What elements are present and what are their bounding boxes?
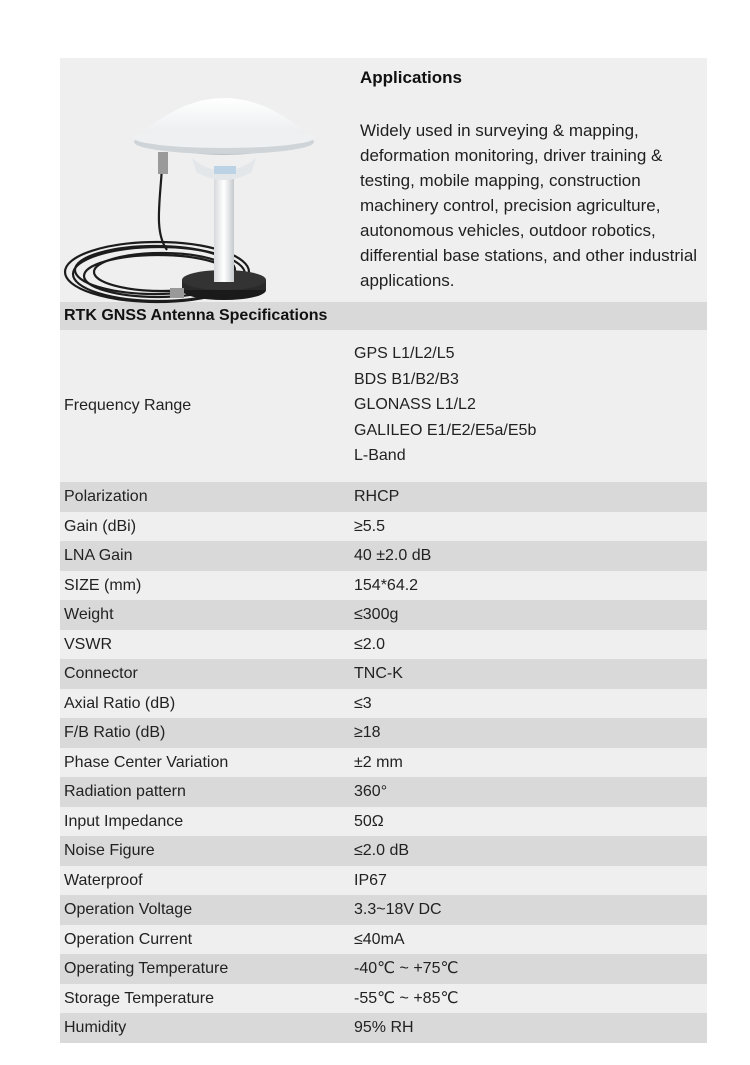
spec-sheet bbox=[60, 58, 707, 1043]
frequency-value: GPS L1/L2/L5 bbox=[354, 345, 455, 363]
spec-label: Gain (dBi) bbox=[64, 517, 137, 535]
spec-value: -40℃ ~ +75℃ bbox=[354, 960, 459, 977]
spec-label: Polarization bbox=[64, 488, 148, 505]
spec-value: TNC-K bbox=[354, 665, 403, 682]
spec-label: SIZE (mm) bbox=[64, 576, 142, 594]
spec-value: ≤300g bbox=[354, 606, 399, 623]
spec-value-list bbox=[354, 341, 707, 469]
spec-row bbox=[60, 541, 707, 571]
spec-label: Storage Temperature bbox=[64, 989, 215, 1007]
spec-label: VSWR bbox=[64, 635, 112, 653]
frequency-value: GLONASS L1/L2 bbox=[354, 396, 476, 414]
spec-row bbox=[60, 984, 707, 1014]
spec-row bbox=[60, 718, 707, 748]
spec-row bbox=[60, 777, 707, 807]
spec-row bbox=[60, 630, 707, 660]
spec-value: IP67 bbox=[354, 871, 387, 889]
spec-table-title: RTK GNSS Antenna Specifications bbox=[60, 302, 707, 330]
spec-row bbox=[60, 600, 707, 630]
applications-title: Applications bbox=[360, 68, 463, 87]
spec-label: F/B Ratio (dB) bbox=[64, 724, 166, 741]
spec-value: ≤3 bbox=[354, 694, 372, 712]
spec-row bbox=[60, 689, 707, 719]
spec-value: ≤2.0 bbox=[354, 635, 386, 653]
spec-label: Weight bbox=[64, 606, 114, 623]
spec-value: ±2 mm bbox=[354, 753, 403, 771]
spec-row bbox=[60, 1013, 707, 1043]
spec-value: 3.3~18V DC bbox=[354, 901, 442, 918]
spec-row bbox=[60, 482, 707, 512]
spec-value: 154*64.2 bbox=[354, 576, 419, 594]
spec-label: Axial Ratio (dB) bbox=[64, 694, 176, 712]
spec-value: 95% RH bbox=[354, 1019, 414, 1036]
spec-row bbox=[60, 954, 707, 984]
spec-row bbox=[60, 571, 707, 601]
spec-label: Waterproof bbox=[64, 871, 143, 889]
spec-label: Operation Current bbox=[64, 930, 193, 948]
spec-row bbox=[60, 925, 707, 955]
spec-row bbox=[60, 748, 707, 778]
spec-label: Frequency Range bbox=[64, 397, 192, 414]
spec-label: Operating Temperature bbox=[64, 960, 229, 977]
frequency-value: BDS B1/B2/B3 bbox=[354, 370, 459, 388]
spec-label: Operation Voltage bbox=[64, 901, 193, 918]
spec-label: Input Impedance bbox=[64, 812, 184, 830]
spec-value: RHCP bbox=[354, 488, 400, 505]
spec-value: ≥5.5 bbox=[354, 517, 386, 535]
spec-value: -55℃ ~ +85℃ bbox=[354, 989, 459, 1007]
spec-value: ≤40mA bbox=[354, 930, 405, 948]
spec-row bbox=[60, 836, 707, 866]
spec-row bbox=[60, 512, 707, 542]
applications-body: Widely used in surveying & mapping, deformation monitoring, driver training & testing, mobile mapping, construction machinery control, precision agriculture, autonomous vehicles, outdoor robotics, differential base stations, and other industrial applications. bbox=[360, 121, 698, 290]
spec-row-frequency bbox=[60, 330, 707, 482]
spec-row bbox=[60, 807, 707, 837]
spec-label: Humidity bbox=[64, 1019, 127, 1036]
spec-label: Radiation pattern bbox=[64, 783, 186, 800]
spec-label: LNA Gain bbox=[64, 547, 133, 564]
spec-value: 360° bbox=[354, 783, 388, 800]
spec-row bbox=[60, 659, 707, 689]
spec-row bbox=[60, 895, 707, 925]
frequency-value: L-Band bbox=[354, 447, 406, 465]
applications-section bbox=[60, 58, 707, 302]
frequency-value: GALILEO E1/E2/E5a/E5b bbox=[354, 421, 537, 439]
spec-value: 40 ±2.0 dB bbox=[354, 547, 432, 564]
spec-label: Noise Figure bbox=[64, 842, 155, 859]
spec-value: 50Ω bbox=[354, 812, 384, 830]
spec-label: Phase Center Variation bbox=[64, 753, 229, 771]
spec-value: ≤2.0 dB bbox=[354, 842, 410, 859]
antenna-photo bbox=[62, 64, 356, 350]
spec-value: ≥18 bbox=[354, 724, 381, 741]
spec-row bbox=[60, 866, 707, 896]
spec-label: Connector bbox=[64, 665, 138, 682]
